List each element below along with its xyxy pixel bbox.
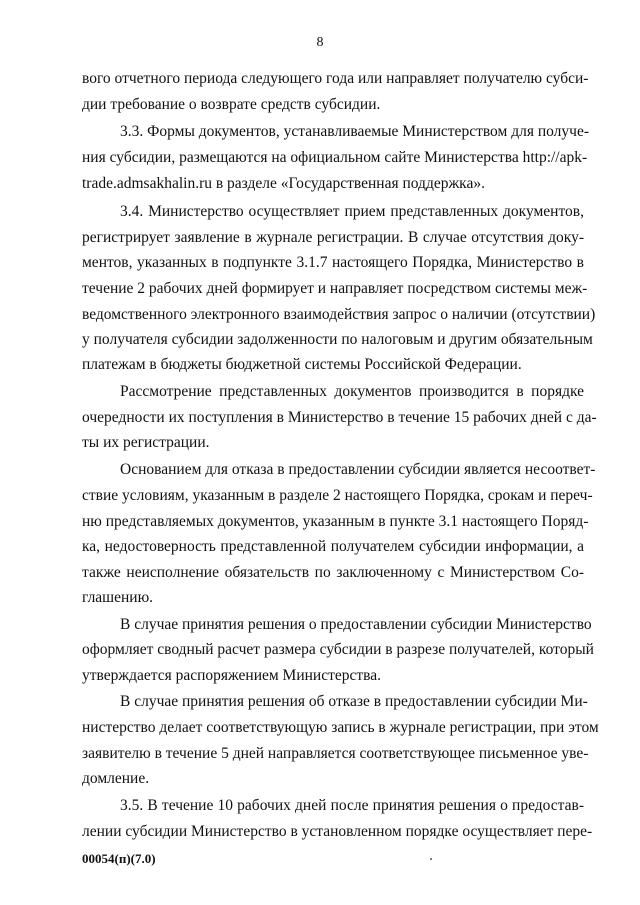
text-line: В случае принятия решения о предоставлении субсидии Министерство	[120, 616, 592, 633]
text-line: 3.3. Формы документов, устанавливаемые Министерством для получе-	[120, 123, 589, 140]
text-line: дии требование о возврате средств субсидии.	[82, 96, 381, 113]
text-line: нистерство делает соответствующую запись в журнале регистрации, при этом	[82, 719, 599, 736]
text-line: ка, недостоверность представленной получателем субсидии информации, а	[82, 538, 584, 555]
text-line: Рассмотрение представленных документов производится в порядке	[120, 383, 584, 400]
text-line: ния субсидии, размещаются на официальном сайте Министерства http://apk-	[82, 149, 588, 166]
text-line: оформляет сводный расчет размера субсидии в разрезе получателей, который	[82, 641, 594, 658]
text-line: очередности их поступления в Министерство в течение 15 рабочих дней с да-	[82, 409, 597, 426]
text-line: В случае принятия решения об отказе в предоставлении субсидии Ми-	[120, 693, 588, 710]
text-line: платежам в бюджеты бюджетной системы Российской Федерации.	[82, 356, 522, 373]
text-line: ню представляемых документов, указанным в пункте 3.1 настоящего Поряд-	[82, 513, 589, 530]
scan-speck	[430, 858, 432, 860]
text-line: вого отчетного периода следующего года или направляет получателю субси-	[82, 70, 589, 87]
page-number: 8	[316, 35, 324, 50]
text-line: течение 2 рабочих дней формирует и направляет посредством системы меж-	[82, 280, 588, 297]
text-line: глашению.	[82, 589, 154, 606]
text-line: ствие условиям, указанным в разделе 2 настоящего Порядка, срокам и переч-	[82, 487, 593, 504]
text-line: лении субсидии Министерство в установленном порядке осуществляет пере-	[82, 823, 593, 840]
text-line: домление.	[82, 770, 150, 787]
text-line: утверждается распоряжением Министерства.	[82, 667, 382, 684]
text-line: 3.4. Министерство осуществляет прием представленных документов,	[120, 203, 584, 220]
document-code: 00054(п)(7.0)	[82, 851, 156, 866]
text-line: ведомственного электронного взаимодействия запрос о наличии (отсутствии)	[82, 306, 596, 323]
text-line: trade.admsakhalin.ru в разделе «Государственная поддержка».	[82, 175, 485, 192]
text-line: также неисполнение обязательств по заключенному с Министерством Со-	[82, 564, 584, 581]
text-line: Основанием для отказа в предоставлении субсидии является несоответ-	[120, 461, 596, 478]
text-line: ментов, указанных в подпункте 3.1.7 настоящего Порядка, Министерство в	[82, 254, 584, 271]
text-line: у получателя субсидии задолженности по налоговым и другим обязательным	[82, 331, 593, 348]
text-line: регистрирует заявление в журнале регистрации. В случае отсутствия доку-	[82, 229, 584, 246]
text-line: 3.5. В течение 10 рабочих дней после принятия решения о предостав-	[120, 797, 584, 814]
text-line: ты их регистрации.	[82, 434, 210, 451]
text-line: заявителю в течение 5 дней направляется соответствующее письменное уве-	[82, 745, 589, 762]
